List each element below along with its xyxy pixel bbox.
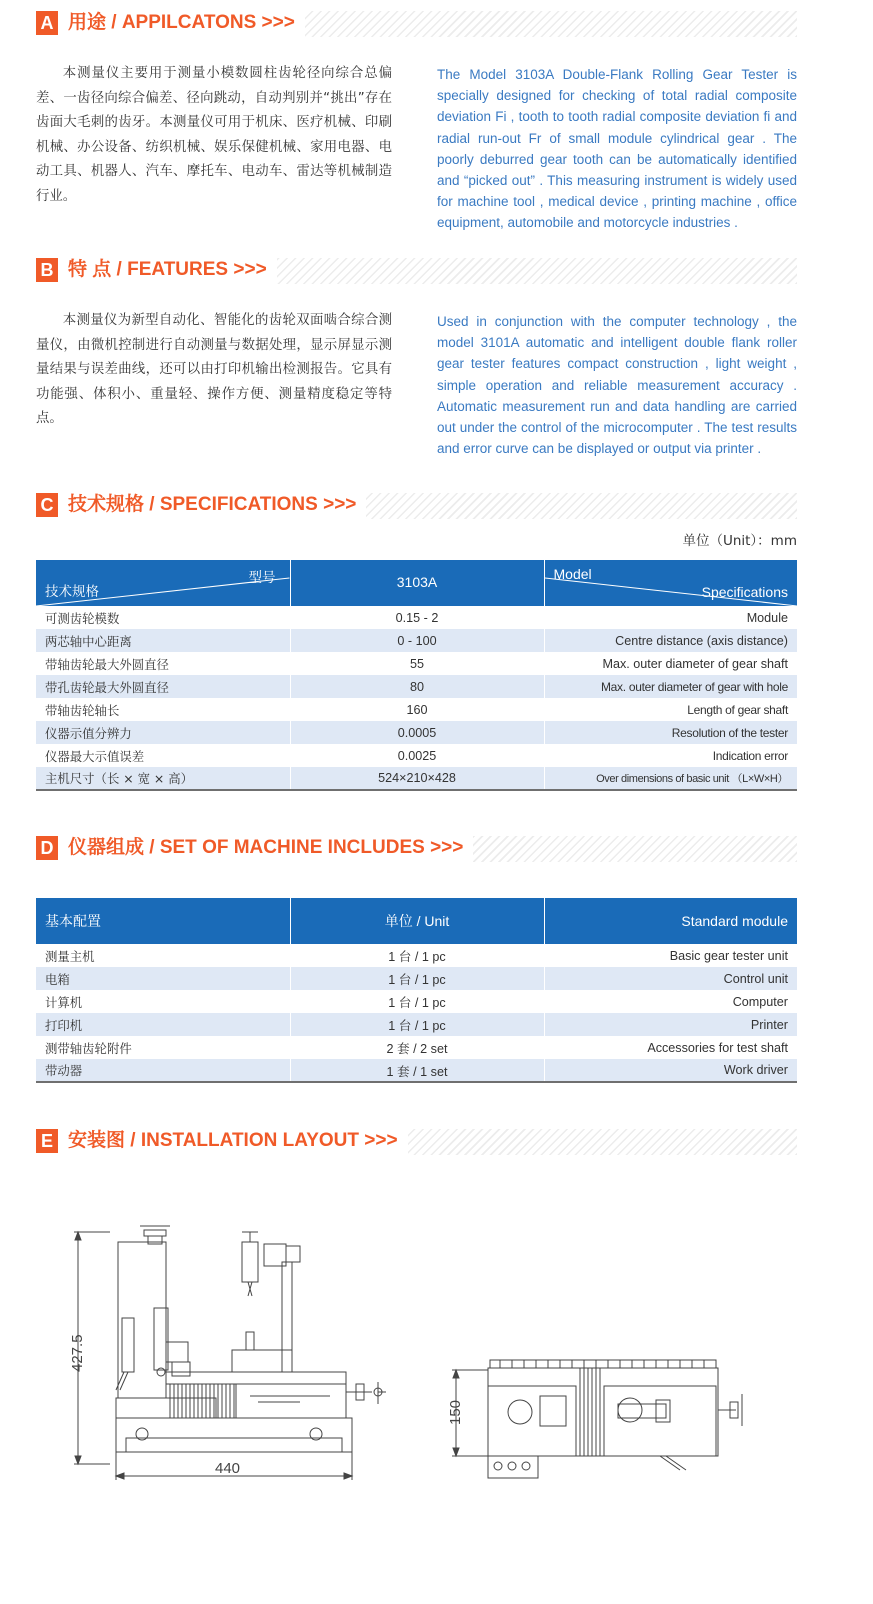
set-item-cn: 测量主机 (36, 944, 290, 967)
set-item-unit: 2 套 / 2 set (290, 1036, 544, 1059)
set-item-en: Control unit (544, 967, 797, 990)
spec-name-en: Resolution of the tester (544, 721, 797, 744)
specifications-table (36, 560, 797, 791)
dim-height-label: 427.5 (69, 1334, 86, 1372)
set-item-unit: 1 台 / 1 pc (290, 990, 544, 1013)
applications-en-text: The Model 3103A Double-Flank Rolling Gear Tester is specially designed for checking of total radial composite deviation Fi , tooth to tooth radial composite deviation fi and radial run-out Fr of small module cylindrical gear . The poorly deburred gear tooth can be automatically identified and “picked out” . This measuring instrument is widely used for machine tool , medical device , printing machine , office equipment, automobile and motorcycle industries . (437, 67, 797, 231)
bellows-top (580, 1368, 600, 1456)
set-item-unit: 1 台 / 1 pc (290, 1013, 544, 1036)
set-row (36, 990, 797, 1013)
section-c-header (36, 493, 797, 519)
spec-row (36, 606, 797, 629)
section-a-header (36, 11, 797, 37)
set-item-unit: 1 台 / 1 pc (290, 944, 544, 967)
set-row (36, 1036, 797, 1059)
section-title: 安装图 / INSTALLATION LAYOUT >>> (68, 1129, 408, 1155)
set-item-en: Basic gear tester unit (544, 944, 797, 967)
set-item-cn: 电箱 (36, 967, 290, 990)
spec-value: 80 (290, 675, 544, 698)
spec-name-cn: 仪器示值分辨力 (36, 721, 290, 744)
spec-name-cn: 两芯轴中心距离 (36, 629, 290, 652)
dim-depth-label: 150 (447, 1399, 464, 1425)
spec-name-en: Max. outer diameter of gear shaft (544, 652, 797, 675)
header-spec-en: Specifications (701, 584, 788, 600)
spec-row (36, 744, 797, 767)
header-model-cn: 型号 (248, 570, 276, 585)
spec-value: 524×210×428 (290, 767, 544, 790)
spec-name-cn: 可测齿轮模数 (36, 606, 290, 629)
section-letter: B (36, 258, 58, 282)
section-letter: A (36, 11, 58, 35)
rail-ticks (500, 1360, 704, 1368)
set-item-cn: 计算机 (36, 990, 290, 1013)
set-item-en: Printer (544, 1013, 797, 1036)
spec-name-cn: 仪器最大示值误差 (36, 744, 290, 767)
spec-name-en: Module (544, 606, 797, 629)
set-row (36, 944, 797, 967)
set-header-config: 基本配置 (36, 898, 290, 944)
spec-value: 0.0005 (290, 721, 544, 744)
front-view-drawing (60, 1222, 400, 1492)
spec-row (36, 652, 797, 675)
spec-name-cn: 带轴齿轮最大外圆直径 (36, 652, 290, 675)
spec-name-cn: 主机尺寸（长 × 宽 × 高） (36, 767, 290, 790)
top-view-drawing (440, 1350, 780, 1485)
set-item-en: Computer (544, 990, 797, 1013)
spec-header-cell-3 (544, 560, 797, 606)
bellows (170, 1384, 234, 1418)
spec-value: 55 (290, 652, 544, 675)
header-model-value: 3103A (396, 574, 438, 590)
features-en-text: Used in conjunction with the computer technology , the model 3101A automatic and intelligent double flank roller gear tester features compact construction , light weight , simple operation and reliable measurement accuracy . Automatic measurement run and data handling are carried out under the control of the microcomputer . The test results and error curve can be displayed or output via printer . (437, 314, 797, 457)
section-title: 技术规格 / SPECIFICATIONS >>> (68, 493, 366, 519)
section-letter: E (36, 1129, 58, 1153)
spec-value: 0 - 100 (290, 629, 544, 652)
spec-row (36, 675, 797, 698)
spec-row (36, 629, 797, 652)
section-d-header (36, 836, 797, 862)
section-letter: C (36, 493, 58, 517)
header-spec-cn: 技术规格 (45, 584, 99, 599)
set-item-cn: 带动器 (36, 1059, 290, 1082)
section-b-header (36, 258, 797, 284)
features-cn-text: 本测量仪为新型自动化、智能化的齿轮双面啮合综合测量仪，由微机控制进行自动测量与数据处理，显示屏显示测量结果与误差曲线，还可以由打印机输出检测报告。它具有功能强、体积小、重量轻、操作方便、测量精度稳定等特点。 (36, 313, 392, 427)
set-item-unit: 1 套 / 1 set (290, 1059, 544, 1082)
spec-value: 0.0025 (290, 744, 544, 767)
section-title: 用途 / APPILCATONS >>> (68, 11, 305, 37)
set-header-unit: 单位 / Unit (290, 898, 544, 944)
header-model-en: Model (553, 566, 592, 582)
spec-row (36, 698, 797, 721)
set-item-cn: 测带轴齿轮附件 (36, 1036, 290, 1059)
set-item-cn: 打印机 (36, 1013, 290, 1036)
spec-name-cn: 带轴齿轮轴长 (36, 698, 290, 721)
set-header-module: Standard module (544, 898, 797, 944)
spec-name-en: Max. outer diameter of gear with hole (544, 675, 797, 698)
machine-set-table (36, 898, 797, 1083)
section-title: 仪器组成 / SET OF MACHINE INCLUDES >>> (68, 836, 473, 862)
spec-row (36, 721, 797, 744)
set-item-unit: 1 台 / 1 pc (290, 967, 544, 990)
spec-row (36, 767, 797, 790)
set-item-en: Work driver (544, 1059, 797, 1082)
set-row (36, 967, 797, 990)
spec-name-en: Length of gear shaft (544, 698, 797, 721)
section-e-header (36, 1129, 797, 1155)
spec-name-en: Indication error (544, 744, 797, 767)
spec-name-en: Centre distance (axis distance) (544, 629, 797, 652)
dim-width-label: 440 (215, 1460, 241, 1477)
unit-label: 单位（Unit）：mm (682, 533, 797, 549)
set-item-en: Accessories for test shaft (544, 1036, 797, 1059)
spec-value: 160 (290, 698, 544, 721)
spec-header-cell-1 (36, 560, 290, 606)
spec-value: 0.15 - 2 (290, 606, 544, 629)
section-letter: D (36, 836, 58, 860)
spec-header-cell-2 (290, 560, 544, 606)
section-title: 特 点 / FEATURES >>> (68, 258, 277, 284)
applications-cn-text: 本测量仪主要用于测量小模数圆柱齿轮径向综合总偏差、一齿径向综合偏差、径向跳动，自动判别并“挑出”存在齿面大毛刺的齿牙。本测量仪可用于机床、医疗机械、印刷机械、办公设备、纺织机械、娱乐保健机械、家用电器、电动工具、机器人、汽车、摩托车、电动车、雷达等机械制造行业。 (36, 66, 392, 204)
set-row (36, 1013, 797, 1036)
set-row (36, 1059, 797, 1082)
spec-name-cn: 带孔齿轮最大外圆直径 (36, 675, 290, 698)
spec-name-en: Over dimensions of basic unit （L×W×H） (544, 767, 797, 790)
